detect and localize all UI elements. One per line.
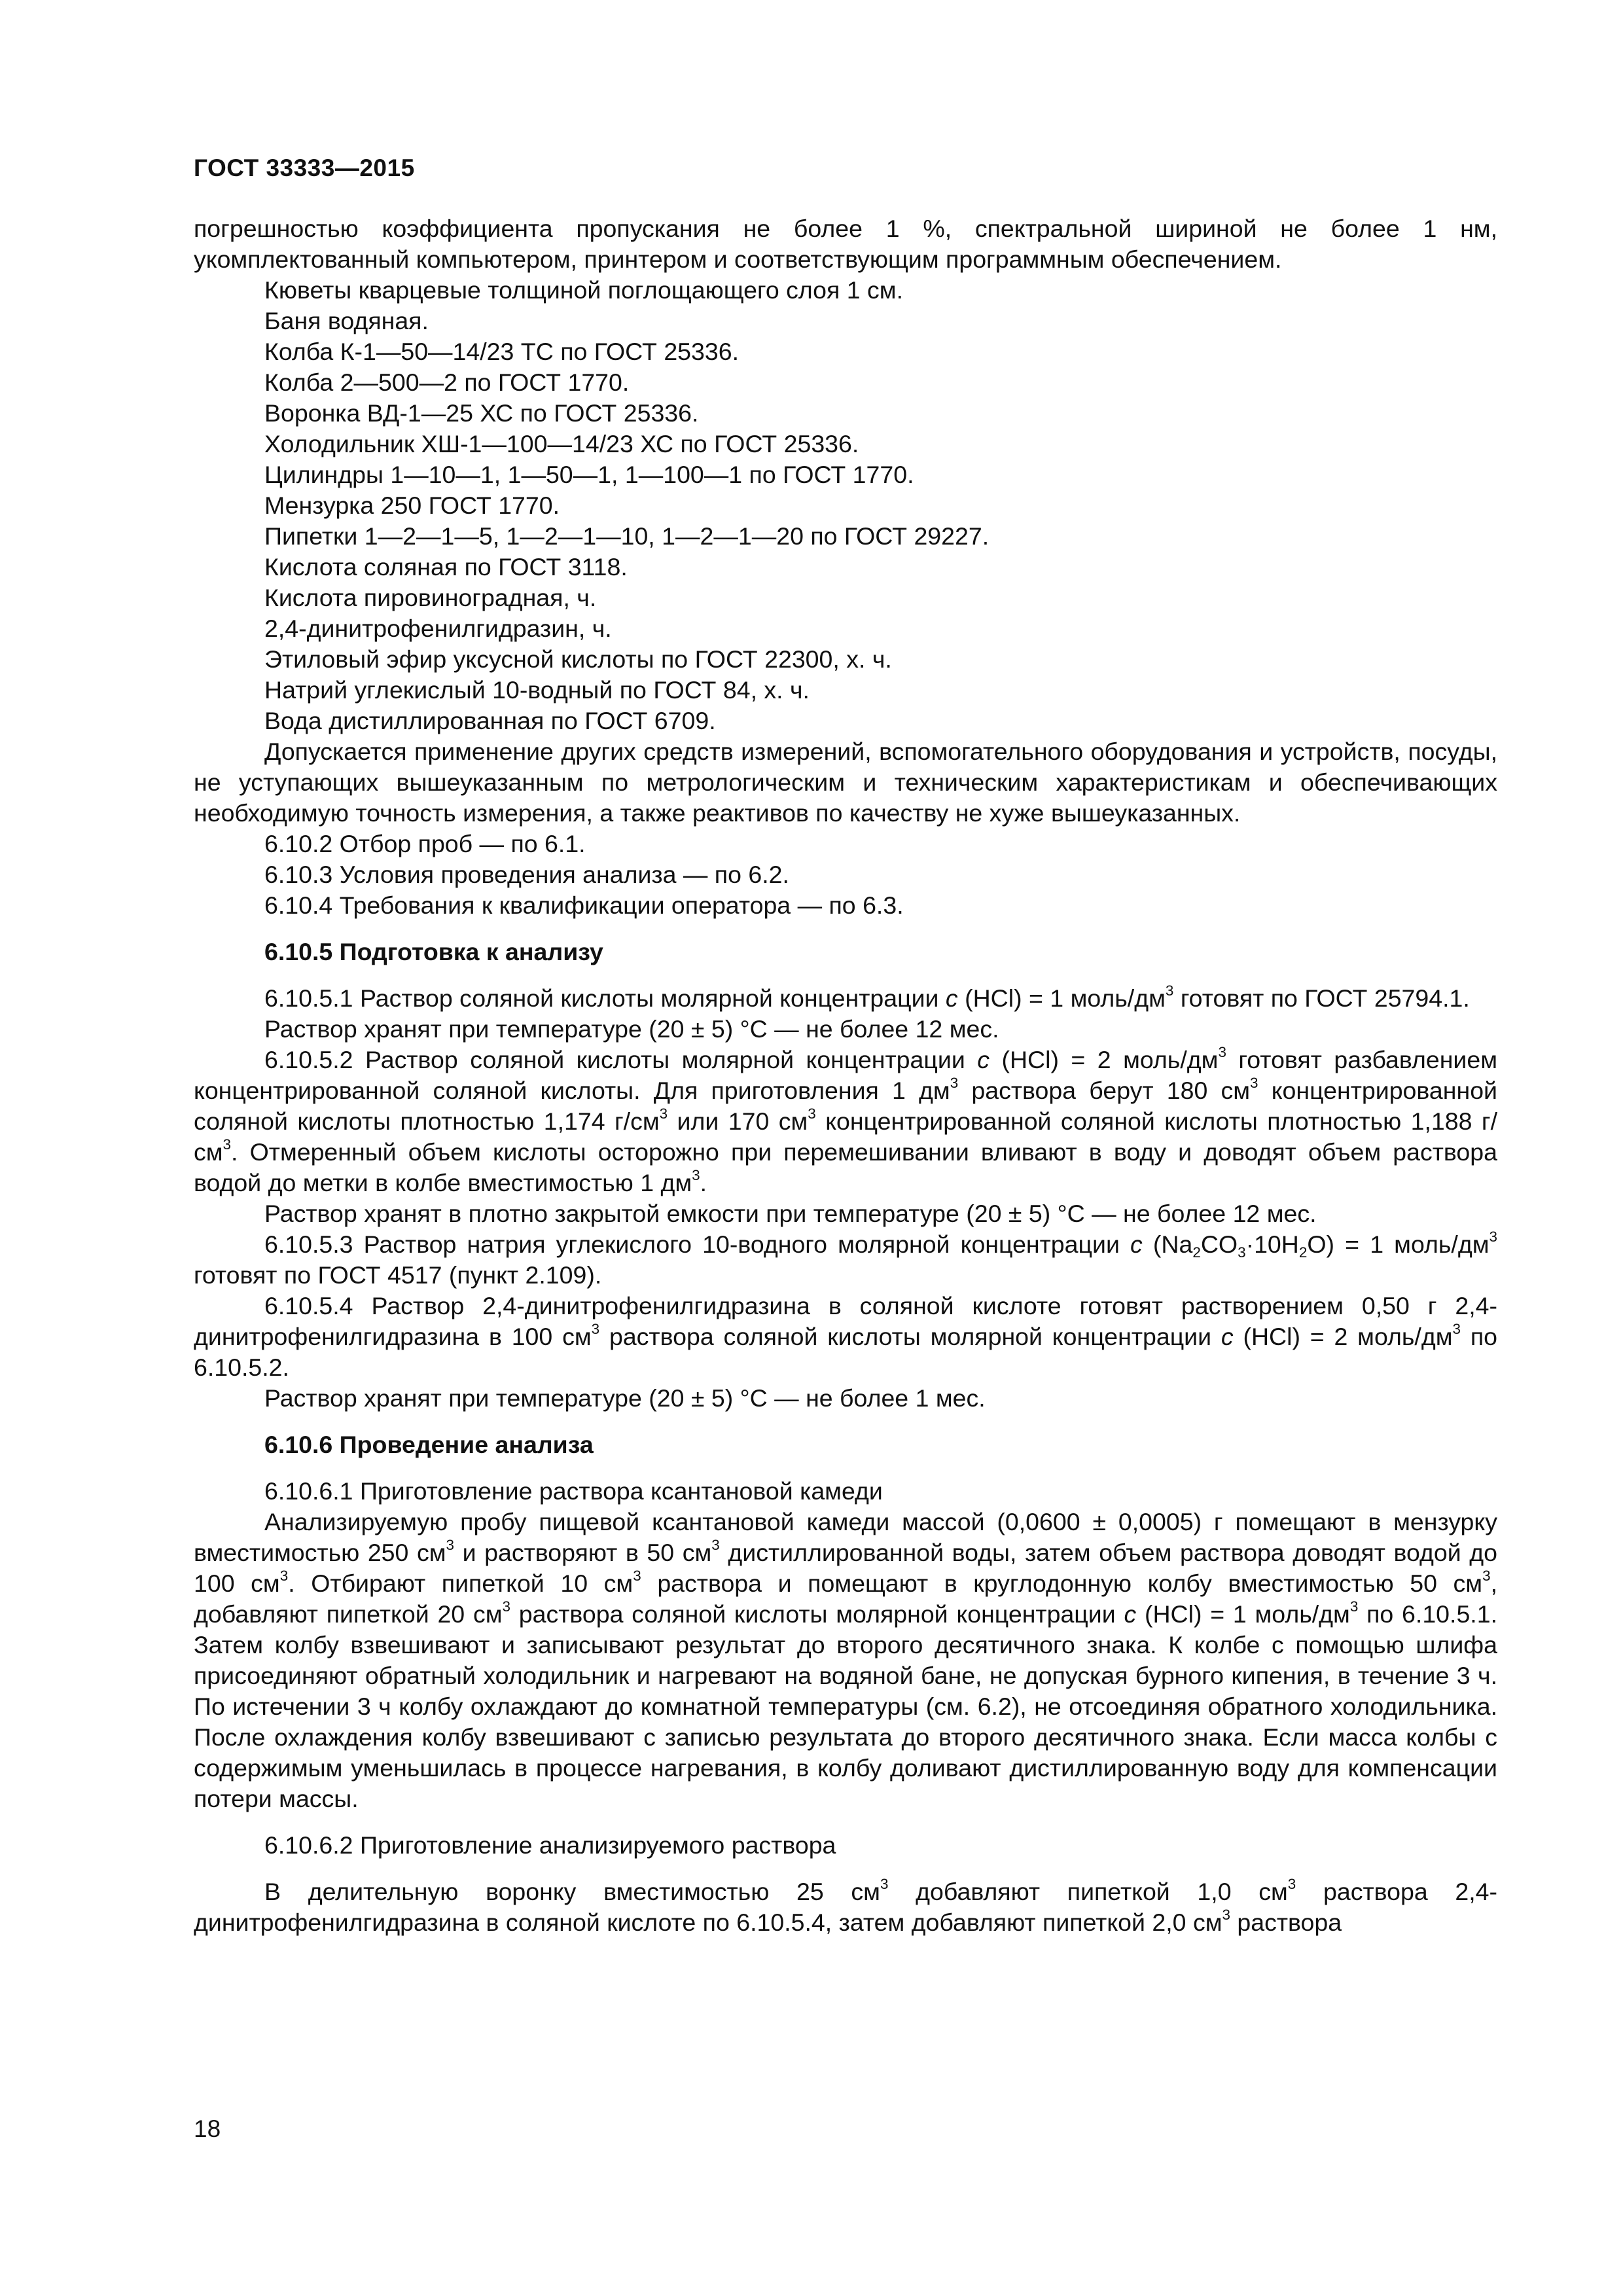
list-item: Колба К-1—50—14/23 ТС по ГОСТ 25336. — [264, 338, 740, 365]
list-item: Мензурка 250 ГОСТ 1770. — [264, 492, 560, 519]
list-item: Цилиндры 1—10—1, 1—50—1, 1—100—1 по ГОСТ 1770. — [264, 461, 914, 488]
storage-note: Раствор хранят при температуре (20 ± 5) °С — не более 12 мес. — [264, 1015, 999, 1043]
section-6-10-5-4: 6.10.5.4 Раствор 2,4-динитрофенилгидразина в соляной кислоте готовят растворением 0,50 г 2,4-динитрофенилгидразина в 100 $см^3$ раствора соляной кислоты молярной концентрации c (HCl) = 2 моль/$дм^3$ по 6.10.5.2. — [194, 1292, 1498, 1381]
list-item: Кюветы кварцевые толщиной поглощающего слоя 1 см. — [264, 276, 903, 304]
document-header: ГОСТ 33333—2015 — [194, 154, 415, 181]
storage-note: Раствор хранят в плотно закрытой емкости при температуре (20 ± 5) °С — не более 12 мес. — [264, 1200, 1317, 1227]
list-item: Этиловый эфир уксусной кислоты по ГОСТ 22300, х. ч. — [264, 645, 892, 673]
section-6-10-6-1: Анализируемую пробу пищевой ксантановой камеди массой (0,0600 ± 0,0005) г помещают в мензурку вместимостью 250 $см^3$ и растворяют в 50 $см^3$ дистиллированной воды, затем объем раствора доводят водой до 100 $см^3$. Отбирают пипеткой 10 $см^3$ раствора и помещают в круглодонную колбу вместимостью 50 $см^3$, добавляют пипеткой 20 $см^3$ раствора соляной кислоты молярной концентрации c (HCl) = 1 моль/$дм^3$ по 6.10.5.1. Затем колбу взвешивают и записывают результат до второго десятичного знака. К колбе с помощью шлифа присоединяют обратный холодильник и нагревают на водяной бане, не допуская бурного кипения, в течение 3 ч. По истечении 3 ч колбу охлаждают до комнатной температуры (см. 6.2), не отсоединяя обратного холодильника. После охлаждения колбу взвешивают с записью результата до второго десятичного знака. Если масса колбы с содержимым уменьшилась в процессе нагревания, в колбу доливают дистиллированную воду для компенсации потери массы. — [194, 1508, 1498, 1812]
section-6-10-3: 6.10.3 Условия проведения анализа — по 6.2. — [264, 861, 789, 888]
list-item: Вода дистиллированная по ГОСТ 6709. — [264, 707, 716, 734]
storage-note: Раствор хранят при температуре (20 ± 5) °С — не более 1 мес. — [264, 1384, 986, 1412]
paragraph-allowed: Допускается применение других средств измерений, вспомогательного оборудования и устройств, посуды, не уступающих вышеуказанным по метрологическим и техническим характеристикам и обеспечивающих необходимую точность измерения, а также реактивов по качеству не хуже вышеуказанных. — [194, 738, 1497, 827]
paragraph-spectrophotometer: погрешностью коэффициента пропускания не более 1 %, спектральной шириной не более 1 нм, укомплектованный компьютером, принтером и соответствующим программным обеспечением. — [194, 215, 1497, 273]
list-item: Колба 2—500—2 по ГОСТ 1770. — [264, 368, 630, 396]
section-heading-6-10-6: 6.10.6 Проведение анализа — [264, 1431, 594, 1458]
list-item: Пипетки 1—2—1—5, 1—2—1—10, 1—2—1—20 по ГОСТ 29227. — [264, 522, 990, 550]
section-6-10-5-2: 6.10.5.2 Раствор соляной кислоты молярной концентрации c (HCl) = 2 моль/$дм^3$ готовят разбавлением концентрированной соляной кислоты. Для приготовления 1 $дм^3$ раствора берут 180 $см^3$ концентрированной соляной кислоты плотностью 1,174 $г/см^3$ или 170 $см^3$ концентрированной соляной кислоты плотностью 1,188 $г/см^3$. Отмеренный объем кислоты осторожно при перемешивании вливают в воду и доводят объем раствора водой до метки в колбе вместимостью 1 $дм^3$. — [194, 1044, 1498, 1196]
list-item: Воронка ВД-1—25 ХС по ГОСТ 25336. — [264, 399, 699, 427]
list-item: Холодильник ХШ-1—100—14/23 ХС по ГОСТ 25336. — [264, 430, 859, 457]
subsection-title-6-10-6-2: 6.10.6.2 Приготовление анализируемого раствора — [264, 1831, 836, 1859]
section-6-10-5-3: 6.10.5.3 Раствор натрия углекислого 10-водного молярной концентрации c $(Na_2CO_3\cdot 10H_2O) = 1$ моль/$дм^3$ готовят по ГОСТ 4517 (пункт 2.109). — [194, 1229, 1497, 1289]
list-item: Натрий углекислый 10-водный по ГОСТ 84, х. ч. — [264, 676, 810, 704]
subsection-title-6-10-6-1: 6.10.6.1 Приготовление раствора ксантановой камеди — [264, 1477, 883, 1505]
list-item: Кислота соляная по ГОСТ 3118. — [264, 553, 628, 581]
list-item: 2,4-динитрофенилгидразин, ч. — [264, 615, 612, 642]
list-item: Баня водяная. — [264, 307, 429, 334]
document-body — [194, 213, 1497, 1938]
section-6-10-4: 6.10.4 Требования к квалификации оператора — по 6.3. — [264, 891, 904, 919]
section-6-10-2: 6.10.2 Отбор проб — по 6.1. — [264, 830, 586, 857]
section-6-10-6-2: В делительную воронку вместимостью 25 $см^3$ добавляют пипеткой 1,0 $см^3$ раствора 2,4-динитрофенилгидразина в соляной кислоте по 6.10.5.4, затем добавляют пипеткой 2,0 $см^3$ раствора — [194, 1876, 1497, 1936]
page-number: 18 — [194, 2115, 221, 2142]
list-item: Кислота пировиноградная, ч. — [264, 584, 597, 611]
section-6-10-5-1: 6.10.5.1 Раствор соляной кислоты молярной концентрации c (HCl) = 1 моль/$дм^3$ готовят по ГОСТ 25794.1. — [264, 982, 1470, 1012]
section-heading-6-10-5: 6.10.5 Подготовка к анализу — [264, 938, 603, 965]
